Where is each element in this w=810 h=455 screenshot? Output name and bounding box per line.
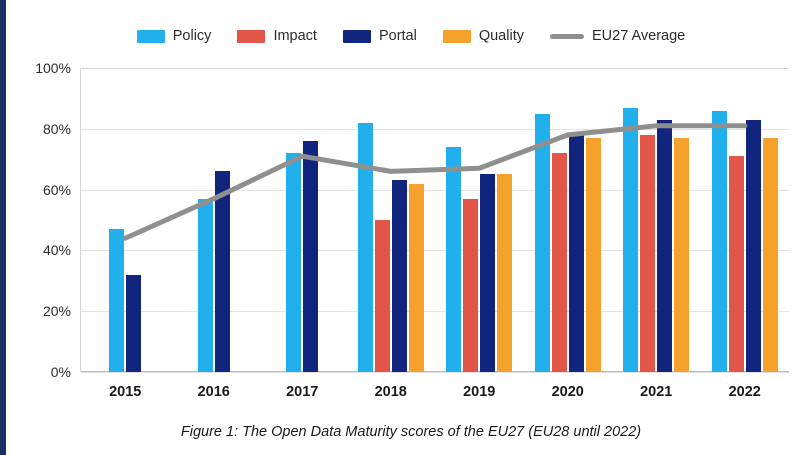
y-axis-tick-label: 60% — [42, 181, 71, 198]
x-axis-tick-label: 2018 — [374, 384, 407, 400]
y-axis-tick-label: 40% — [42, 242, 71, 259]
chart-legend — [6, 28, 810, 44]
legend-label-policy: Policy — [172, 28, 212, 44]
legend-swatch-portal — [343, 30, 371, 43]
legend-label-quality: Quality — [478, 28, 524, 44]
x-axis-tick-label: 2019 — [463, 384, 496, 400]
legend-swatch-quality — [443, 30, 471, 43]
x-axis-tick-label: 2017 — [286, 384, 319, 400]
legend-swatch-policy — [137, 30, 165, 43]
legend-item-policy — [137, 28, 212, 44]
figure-caption: Figure 1: The Open Data Maturity scores of the EU27 (EU28 until 2022) — [180, 424, 642, 440]
legend-item-eu27-average — [550, 28, 685, 44]
y-axis-tick-label: 0% — [50, 364, 71, 380]
x-axis-tick-label: 2015 — [109, 384, 142, 400]
legend-swatch-impact — [237, 30, 265, 43]
eu27-average-line — [81, 68, 789, 372]
legend-line-eu27-average — [550, 34, 584, 39]
legend-label-impact: Impact — [273, 28, 317, 44]
legend-item-quality — [443, 28, 524, 44]
y-axis-tick-label: 20% — [42, 303, 71, 320]
y-axis-tick-label: 80% — [42, 120, 71, 137]
x-axis-tick-label: 2020 — [551, 384, 584, 400]
y-axis-tick-label: 100% — [35, 60, 71, 76]
plot-area — [35, 60, 789, 400]
x-axis-tick-label: 2022 — [728, 384, 761, 400]
legend-item-impact — [237, 28, 317, 44]
x-axis-tick-label: 2016 — [197, 384, 230, 400]
x-axis-tick-label: 2021 — [640, 384, 673, 400]
gridline — [50, 364, 789, 380]
legend-item-portal — [343, 28, 417, 44]
legend-label-portal: Portal — [378, 28, 417, 44]
legend-label-eu27-average: EU27 Average — [591, 28, 686, 44]
